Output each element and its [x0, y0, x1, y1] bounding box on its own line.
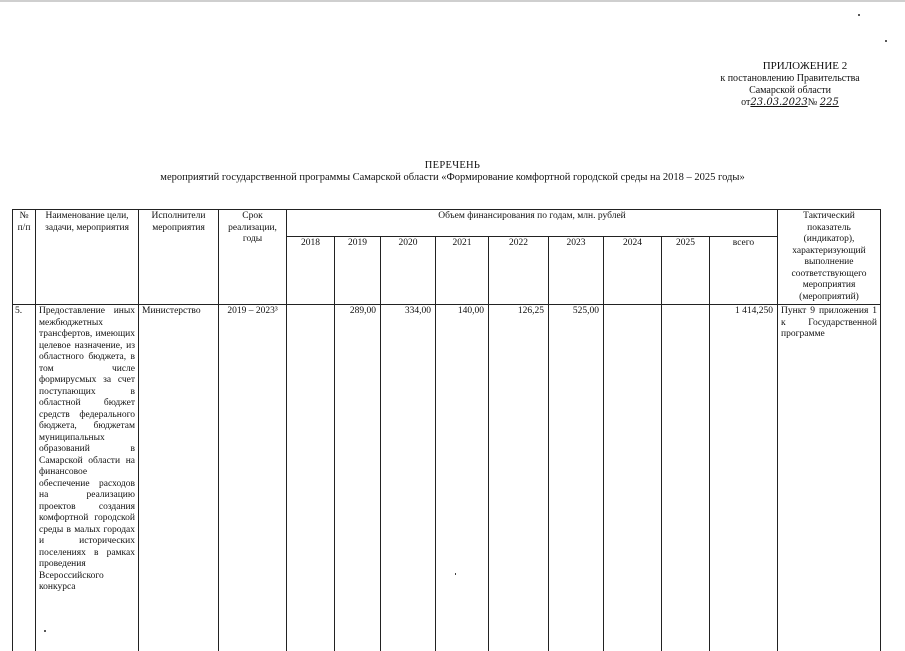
row-num: 5.	[13, 305, 36, 651]
value-2025	[662, 305, 710, 651]
scan-speck	[885, 40, 887, 42]
value-total: 1 414,250	[710, 305, 778, 651]
header-year: 2022	[489, 236, 549, 304]
header-num: № п/п	[13, 210, 36, 305]
handwritten-number: 225	[819, 97, 839, 108]
header-year: 2018	[287, 236, 335, 304]
date-prefix: от	[741, 97, 751, 108]
handwritten-date: 23.03.2023	[750, 97, 808, 108]
appendix-line-1: к постановлению Правительства	[720, 73, 860, 84]
scan-top-edge	[0, 0, 905, 2]
row-indicator: Пункт 9 приложения 1 к Государственной программе	[778, 305, 881, 651]
value-2019: 289,00	[335, 305, 381, 651]
header-executor: Исполнители мероприятия	[139, 210, 219, 305]
value-2021: 140,00	[436, 305, 489, 651]
document-heading	[0, 160, 905, 184]
header-funding: Объем финансирования по годам, млн. рублей	[287, 210, 778, 237]
scan-speck	[858, 14, 860, 16]
header-year: 2023	[549, 236, 604, 304]
value-2023: 525,00	[549, 305, 604, 651]
value-2022: 126,25	[489, 305, 549, 651]
appendix-line-2: Самарской области	[749, 85, 831, 96]
value-2020: 334,00	[381, 305, 436, 651]
header-year: 2021	[436, 236, 489, 304]
appendix-block	[700, 60, 880, 109]
header-year: 2024	[604, 236, 662, 304]
header-term: Срок реализации, годы	[219, 210, 287, 305]
value-2018	[287, 305, 335, 651]
table-row	[13, 305, 881, 651]
document-subtitle: мероприятий государственной программы Самарской области «Формирование комфортной городской среды на 2018 – 2025 годы»	[160, 172, 745, 183]
header-name: Наименование цели, задачи, мероприятия	[36, 210, 139, 305]
header-year: 2019	[335, 236, 381, 304]
document-title: ПЕРЕЧЕНЬ	[424, 160, 481, 171]
appendix-date-line	[700, 97, 880, 109]
row-term: 2019 – 2023³	[219, 305, 287, 651]
number-sign: №	[807, 97, 818, 108]
funding-table	[12, 209, 881, 651]
row-executor: Министерство	[139, 305, 219, 651]
row-name: Предоставление иных межбюджетных трансфертов, имеющих целевое назначение, из областного бюджета, в том числе формирусмых за счет поступающих в областной бюджет средств федерального бюджета, бюджетам муниципальных образований в Самарской области на финансовое обеспечение расходов на реализацию проектов создания комфортной городской среды в малых городах и исторических поселениях в рамках проведения Всероссийского конкурса	[36, 305, 139, 651]
appendix-title: ПРИЛОЖЕНИЕ 2	[762, 60, 848, 72]
header-year: 2020	[381, 236, 436, 304]
table-header-row	[13, 210, 881, 237]
header-indicator: Тактический показатель (индикатор), характеризующий выполнение соответствующего мероприятия (мероприятий)	[778, 210, 881, 305]
header-total: всего	[710, 236, 778, 304]
header-year: 2025	[662, 236, 710, 304]
value-2024	[604, 305, 662, 651]
